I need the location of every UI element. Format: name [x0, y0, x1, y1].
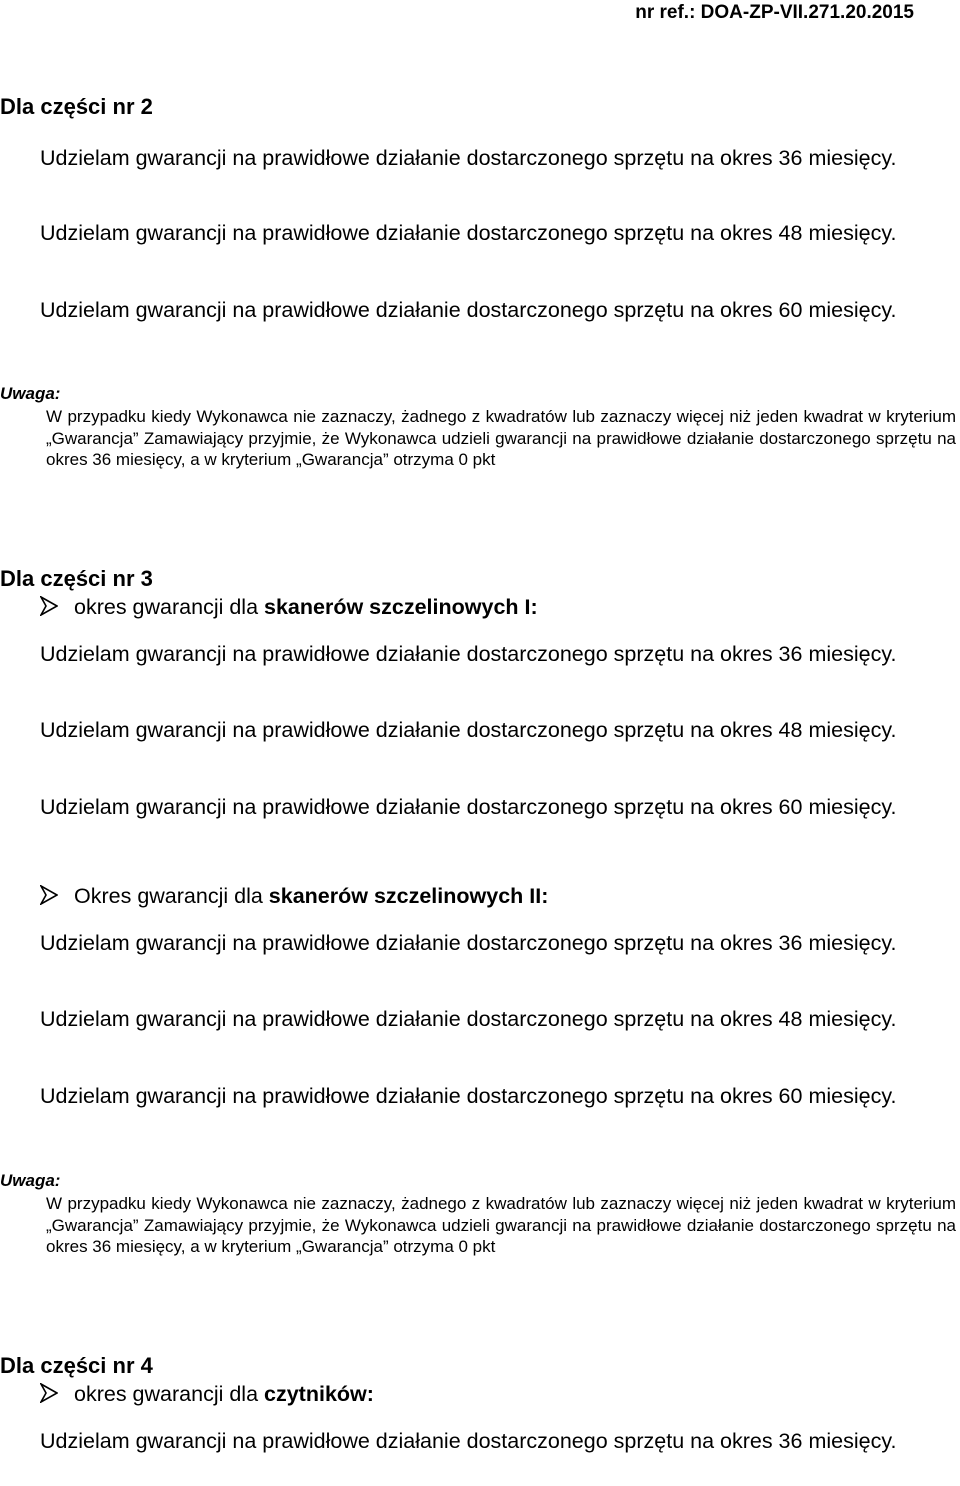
warranty-option-60: Udzielam gwarancji na prawidłowe działanie dostarczonego sprzętu na okres 60 miesięcy. [40, 298, 897, 322]
arrow-bullet-icon [40, 885, 58, 905]
bullet-item [40, 883, 548, 909]
arrow-bullet-icon [40, 1383, 58, 1403]
bullet-text: Okres gwarancji dla [74, 884, 269, 908]
part-4-title: Dla części nr 4 [0, 1353, 153, 1378]
warranty-option-60: Udzielam gwarancji na prawidłowe działanie dostarczonego sprzętu na okres 60 miesięcy. [40, 1084, 897, 1108]
document-reference: nr ref.: DOA-ZP-VII.271.20.2015 [635, 2, 914, 23]
bullet-bold-text: skanerów szczelinowych II: [268, 884, 549, 908]
note-text: W przypadku kiedy Wykonawca nie zaznaczy, żadnego z kwadratów lub zaznaczy więcej niż jeden kwadrat w kryterium „Gwarancja” Zamawiający przyjmie, że Wykonawca udzieli gwarancji na prawidłowe działanie dostarczonego sprzętu na okres 36 miesięcy, a w kryterium „Gwarancja” otrzyma 0 pkt [46, 407, 956, 469]
bullet-item [40, 594, 538, 620]
warranty-option-48: Udzielam gwarancji na prawidłowe działanie dostarczonego sprzętu na okres 48 miesięcy. [40, 718, 897, 742]
bullet-bold-text: czytników: [264, 1382, 374, 1406]
bullet-text: okres gwarancji dla [74, 595, 265, 619]
note-text: W przypadku kiedy Wykonawca nie zaznaczy, żadnego z kwadratów lub zaznaczy więcej niż jeden kwadrat w kryterium „Gwarancja” Zamawiający przyjmie, że Wykonawca udzieli gwarancji na prawidłowe działanie dostarczonego sprzętu na okres 36 miesięcy, a w kryterium „Gwarancja” otrzyma 0 pkt [46, 1194, 956, 1256]
bullet-bold-text: skanerów szczelinowych I: [264, 595, 538, 619]
part-3-title: Dla części nr 3 [0, 566, 153, 591]
note-label: Uwaga: [0, 384, 61, 403]
part-2-title: Dla części nr 2 [0, 94, 153, 119]
warranty-option-36: Udzielam gwarancji na prawidłowe działanie dostarczonego sprzętu na okres 36 miesięcy. [40, 642, 897, 666]
bullet-text: okres gwarancji dla [74, 1382, 265, 1406]
bullet-item [40, 1381, 374, 1407]
warranty-option-36: Udzielam gwarancji na prawidłowe działanie dostarczonego sprzętu na okres 36 miesięcy. [40, 146, 897, 170]
warranty-option-36: Udzielam gwarancji na prawidłowe działanie dostarczonego sprzętu na okres 36 miesięcy. [40, 1429, 897, 1453]
warranty-option-48: Udzielam gwarancji na prawidłowe działanie dostarczonego sprzętu na okres 48 miesięcy. [40, 221, 897, 245]
warranty-option-36: Udzielam gwarancji na prawidłowe działanie dostarczonego sprzętu na okres 36 miesięcy. [40, 931, 897, 955]
warranty-option-48: Udzielam gwarancji na prawidłowe działanie dostarczonego sprzętu na okres 48 miesięcy. [40, 1007, 897, 1031]
note-label: Uwaga: [0, 1171, 61, 1190]
warranty-option-60: Udzielam gwarancji na prawidłowe działanie dostarczonego sprzętu na okres 60 miesięcy. [40, 795, 897, 819]
arrow-bullet-icon [40, 596, 58, 616]
